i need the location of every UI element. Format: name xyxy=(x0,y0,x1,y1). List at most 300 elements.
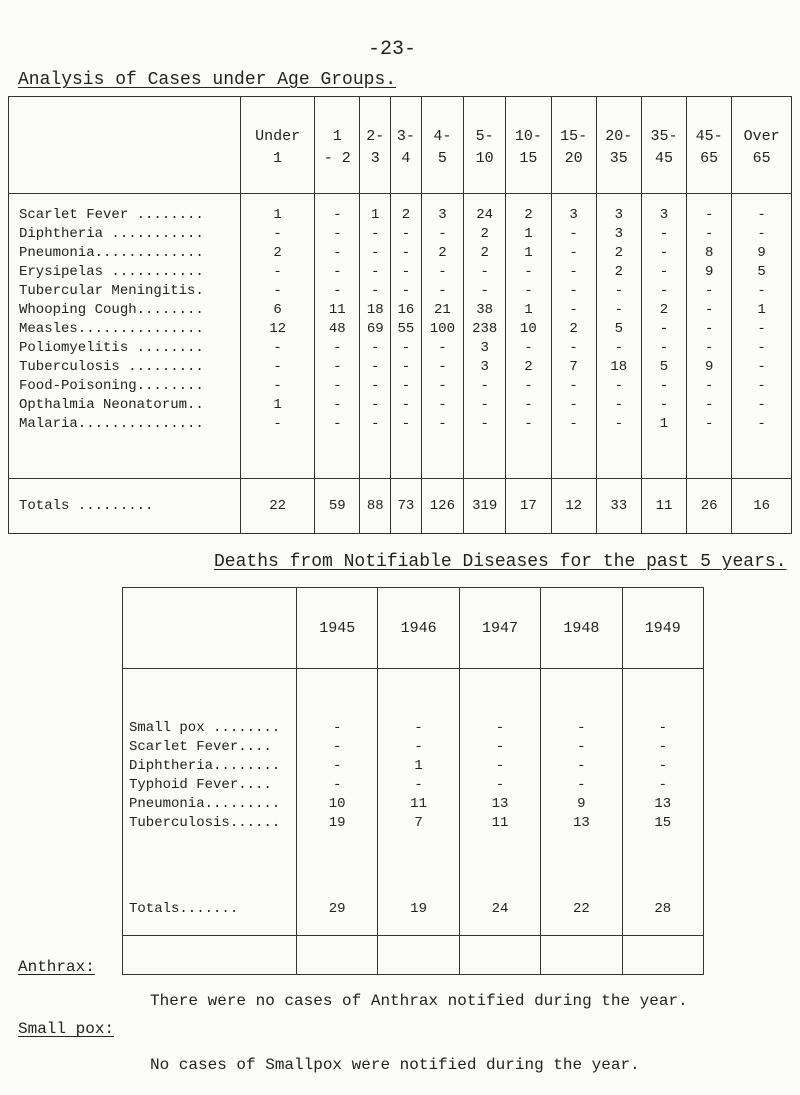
cell-value: - xyxy=(596,377,641,396)
cell-value: - xyxy=(421,396,463,415)
row-label: Tuberculosis...... xyxy=(123,814,297,833)
cell-value: 29 xyxy=(297,883,378,936)
cell-value: - xyxy=(241,282,315,301)
age-groups-header-row xyxy=(9,97,792,194)
age-header-line1 xyxy=(642,126,686,170)
age-column-header xyxy=(241,97,315,194)
cell-value: - xyxy=(464,282,506,301)
cell-value: - xyxy=(315,244,360,263)
empty-cell xyxy=(551,194,596,207)
cell-value: - xyxy=(421,415,463,434)
cell-value: - xyxy=(732,415,792,434)
cell-value: - xyxy=(551,263,596,282)
row-label: Whooping Cough........ xyxy=(9,301,241,320)
row-label: Tuberculosis ......... xyxy=(9,358,241,377)
disease-row xyxy=(9,377,792,396)
cell-value: 2 xyxy=(391,206,422,225)
year-column-header: 1949 xyxy=(622,588,703,669)
empty-cell xyxy=(459,936,540,975)
cell-value: 33 xyxy=(596,479,641,534)
age-header-line1 xyxy=(552,126,596,170)
cell-value: - xyxy=(551,396,596,415)
row-label: Measles............... xyxy=(9,320,241,339)
deaths-totals-row xyxy=(123,883,704,936)
year-column-header: 1946 xyxy=(378,588,459,669)
cell-value: - xyxy=(622,776,703,795)
cell-value: 24 xyxy=(464,206,506,225)
age-column-header xyxy=(391,97,422,194)
cell-value: - xyxy=(421,358,463,377)
anthrax-heading: Anthrax: xyxy=(18,958,95,976)
cell-value: - xyxy=(241,225,315,244)
cell-value: 73 xyxy=(391,479,422,534)
cell-value: 2 xyxy=(421,244,463,263)
cell-value: - xyxy=(391,244,422,263)
disease-row xyxy=(9,358,792,377)
cell-value: 12 xyxy=(551,479,596,534)
cell-value: - xyxy=(241,358,315,377)
cell-value: - xyxy=(506,282,551,301)
age-header-part: 2- xyxy=(366,128,385,145)
empty-cell xyxy=(241,194,315,207)
cell-value: - xyxy=(241,415,315,434)
deaths-row xyxy=(123,795,704,814)
cell-value: - xyxy=(641,339,686,358)
spacer-row xyxy=(9,434,792,479)
cell-value: - xyxy=(459,719,540,738)
totals-row xyxy=(9,479,792,534)
cell-value: - xyxy=(315,396,360,415)
age-header-part: - 2 xyxy=(323,150,351,167)
cell-value: - xyxy=(391,282,422,301)
cell-value: 26 xyxy=(687,479,732,534)
cell-value: 2 xyxy=(506,358,551,377)
cell-value: - xyxy=(464,377,506,396)
cell-value: 2 xyxy=(551,320,596,339)
age-header-line1 xyxy=(315,126,359,170)
cell-value: - xyxy=(596,396,641,415)
cell-value: - xyxy=(297,757,378,776)
cell-value: - xyxy=(506,415,551,434)
cell-value: - xyxy=(464,415,506,434)
age-header-part: Under xyxy=(255,128,301,145)
age-column-header xyxy=(464,97,506,194)
cell-value: - xyxy=(360,263,391,282)
empty-cell xyxy=(378,936,459,975)
row-label: Pneumonia......... xyxy=(123,795,297,814)
deaths-row xyxy=(123,757,704,776)
empty-cell xyxy=(378,833,459,883)
cell-value: 1 xyxy=(641,415,686,434)
age-header-part: 1 xyxy=(273,150,283,167)
row-label: Poliomyelitis ........ xyxy=(9,339,241,358)
cell-value: - xyxy=(732,339,792,358)
disease-row xyxy=(9,263,792,282)
deaths-heading: Deaths from Notifiable Diseases for the past 5 years. xyxy=(214,552,787,572)
cell-value: 1 xyxy=(506,301,551,320)
age-header-part: 65 xyxy=(700,150,719,167)
disease-row xyxy=(9,301,792,320)
disease-row xyxy=(9,206,792,225)
age-header-part: 3- xyxy=(396,128,415,145)
cell-value: - xyxy=(360,244,391,263)
cell-value: 3 xyxy=(464,358,506,377)
empty-cell xyxy=(421,194,463,207)
empty-cell xyxy=(241,434,315,479)
cell-value: 16 xyxy=(391,301,422,320)
year-column-header: 1945 xyxy=(297,588,378,669)
cell-value: - xyxy=(391,358,422,377)
cell-value: - xyxy=(687,206,732,225)
year-column-header: 1948 xyxy=(541,588,622,669)
age-header-part: 15 xyxy=(519,150,538,167)
empty-cell xyxy=(551,434,596,479)
cell-value: - xyxy=(391,396,422,415)
cell-value: 2 xyxy=(241,244,315,263)
disease-row xyxy=(9,339,792,358)
row-label: Typhoid Fever.... xyxy=(123,776,297,795)
cell-value: 16 xyxy=(732,479,792,534)
cell-value: 11 xyxy=(378,795,459,814)
cell-value: 1 xyxy=(732,301,792,320)
disease-row xyxy=(9,225,792,244)
age-header-part: 4 xyxy=(401,150,411,167)
header-blank xyxy=(123,588,297,669)
spacer-row xyxy=(123,833,704,883)
age-header-line1 xyxy=(241,126,314,170)
cell-value: - xyxy=(315,206,360,225)
cell-value: - xyxy=(421,225,463,244)
cell-value: 22 xyxy=(241,479,315,534)
cell-value: - xyxy=(360,396,391,415)
cell-value: - xyxy=(732,377,792,396)
empty-cell xyxy=(464,434,506,479)
cell-value: - xyxy=(297,776,378,795)
cell-value: 3 xyxy=(641,206,686,225)
cell-value: 24 xyxy=(459,883,540,936)
cell-value: 5 xyxy=(596,320,641,339)
age-header-part: 35 xyxy=(609,150,628,167)
cell-value: 88 xyxy=(360,479,391,534)
cell-value: - xyxy=(551,415,596,434)
cell-value: 17 xyxy=(506,479,551,534)
empty-cell xyxy=(391,434,422,479)
row-label: Scarlet Fever.... xyxy=(123,738,297,757)
cell-value: 7 xyxy=(551,358,596,377)
disease-row xyxy=(9,320,792,339)
cell-value: - xyxy=(732,358,792,377)
cell-value: - xyxy=(732,396,792,415)
cell-value: - xyxy=(378,776,459,795)
empty-cell xyxy=(9,194,241,207)
cell-value: - xyxy=(687,339,732,358)
cell-value: - xyxy=(297,738,378,757)
page-number: -23- xyxy=(368,38,417,61)
cell-value: 10 xyxy=(506,320,551,339)
empty-cell xyxy=(297,669,378,720)
deaths-header-row xyxy=(123,588,704,669)
empty-cell xyxy=(360,434,391,479)
cell-value: 22 xyxy=(541,883,622,936)
deaths-row xyxy=(123,776,704,795)
cell-value: - xyxy=(687,320,732,339)
cell-value: 48 xyxy=(315,320,360,339)
age-column-header xyxy=(551,97,596,194)
cell-value: - xyxy=(360,339,391,358)
cell-value: 11 xyxy=(315,301,360,320)
cell-value: 100 xyxy=(421,320,463,339)
empty-cell xyxy=(622,833,703,883)
row-label: Tubercular Meningitis. xyxy=(9,282,241,301)
age-header-part: 45 xyxy=(654,150,673,167)
cell-value: 2 xyxy=(506,206,551,225)
disease-row xyxy=(9,396,792,415)
cell-value: 3 xyxy=(464,339,506,358)
cell-value: 11 xyxy=(641,479,686,534)
cell-value: 13 xyxy=(541,814,622,833)
cell-value: 5 xyxy=(641,358,686,377)
empty-cell xyxy=(596,194,641,207)
cell-value: - xyxy=(391,263,422,282)
cell-value: - xyxy=(378,719,459,738)
cell-value: 5 xyxy=(732,263,792,282)
age-header-part: 65 xyxy=(752,150,771,167)
cell-value: - xyxy=(551,377,596,396)
cell-value: - xyxy=(315,415,360,434)
cell-value: - xyxy=(732,282,792,301)
cell-value: - xyxy=(391,415,422,434)
cell-value: 2 xyxy=(596,244,641,263)
cell-value: 319 xyxy=(464,479,506,534)
empty-cell xyxy=(9,434,241,479)
cell-value: - xyxy=(641,377,686,396)
empty-cell xyxy=(459,833,540,883)
deaths-row xyxy=(123,738,704,757)
empty-cell xyxy=(596,434,641,479)
empty-cell xyxy=(541,669,622,720)
row-label: Scarlet Fever ........ xyxy=(9,206,241,225)
cell-value: 59 xyxy=(315,479,360,534)
row-label: Food-Poisoning........ xyxy=(9,377,241,396)
cell-value: - xyxy=(641,396,686,415)
age-header-part: 4- xyxy=(433,128,452,145)
row-label: Small pox ........ xyxy=(123,719,297,738)
cell-value: 3 xyxy=(551,206,596,225)
cell-value: - xyxy=(378,738,459,757)
cell-value: 19 xyxy=(297,814,378,833)
cell-value: 10 xyxy=(297,795,378,814)
empty-cell xyxy=(506,194,551,207)
disease-row xyxy=(9,282,792,301)
cell-value: - xyxy=(464,263,506,282)
cell-value: 13 xyxy=(622,795,703,814)
age-groups-table xyxy=(8,96,792,534)
disease-row xyxy=(9,244,792,263)
cell-value: - xyxy=(551,282,596,301)
row-label: Diphtheria........ xyxy=(123,757,297,776)
cell-value: 1 xyxy=(241,206,315,225)
cell-value: 1 xyxy=(506,244,551,263)
cell-value: - xyxy=(459,776,540,795)
age-header-line1 xyxy=(391,126,421,170)
cell-value: 9 xyxy=(687,263,732,282)
empty-cell xyxy=(622,936,703,975)
cell-value: - xyxy=(641,320,686,339)
cell-value: - xyxy=(391,377,422,396)
cell-value: - xyxy=(315,358,360,377)
cell-value: 9 xyxy=(732,244,792,263)
age-header-line1 xyxy=(360,126,390,170)
age-column-header xyxy=(506,97,551,194)
cell-value: - xyxy=(421,263,463,282)
row-label: Diphtheria ........... xyxy=(9,225,241,244)
spacer-row xyxy=(123,936,704,975)
age-column-header xyxy=(596,97,641,194)
cell-value: 18 xyxy=(360,301,391,320)
cell-value: - xyxy=(464,396,506,415)
cell-value: - xyxy=(360,282,391,301)
cell-value: - xyxy=(360,415,391,434)
age-header-part: 15- xyxy=(560,128,588,145)
age-header-part: 10 xyxy=(475,150,494,167)
cell-value: 1 xyxy=(506,225,551,244)
empty-cell xyxy=(123,833,297,883)
empty-cell xyxy=(641,194,686,207)
cell-value: 18 xyxy=(596,358,641,377)
deaths-row xyxy=(123,719,704,738)
cell-value: 2 xyxy=(464,244,506,263)
cell-value: - xyxy=(391,339,422,358)
cell-value: - xyxy=(596,339,641,358)
age-column-header xyxy=(360,97,391,194)
empty-cell xyxy=(541,833,622,883)
age-header-part: Over xyxy=(743,128,780,145)
cell-value: 1 xyxy=(241,396,315,415)
cell-value: 3 xyxy=(596,225,641,244)
spacer-row xyxy=(9,194,792,207)
cell-value: - xyxy=(315,282,360,301)
age-header-line1 xyxy=(422,126,463,170)
cell-value: 55 xyxy=(391,320,422,339)
cell-value: 126 xyxy=(421,479,463,534)
empty-cell xyxy=(315,434,360,479)
cell-value: - xyxy=(541,757,622,776)
empty-cell xyxy=(464,194,506,207)
empty-cell xyxy=(421,434,463,479)
cell-value: - xyxy=(315,377,360,396)
cell-value: 238 xyxy=(464,320,506,339)
cell-value: 19 xyxy=(378,883,459,936)
cell-value: 12 xyxy=(241,320,315,339)
age-header-part: 20- xyxy=(605,128,633,145)
empty-cell xyxy=(541,936,622,975)
cell-value: - xyxy=(459,738,540,757)
cell-value: - xyxy=(732,320,792,339)
header-blank xyxy=(9,97,241,194)
smallpox-heading: Small pox: xyxy=(18,1020,115,1038)
spacer-row xyxy=(123,669,704,720)
cell-value: - xyxy=(421,339,463,358)
empty-cell xyxy=(123,669,297,720)
empty-cell xyxy=(687,434,732,479)
cell-value: 1 xyxy=(378,757,459,776)
row-label: Erysipelas ........... xyxy=(9,263,241,282)
cell-value: - xyxy=(641,263,686,282)
cell-value: - xyxy=(297,719,378,738)
cell-value: - xyxy=(421,282,463,301)
cell-value: - xyxy=(506,396,551,415)
empty-cell xyxy=(315,194,360,207)
empty-cell xyxy=(378,669,459,720)
age-groups-heading: Analysis of Cases under Age Groups. xyxy=(18,70,397,90)
age-header-line1 xyxy=(464,126,505,170)
empty-cell xyxy=(732,194,792,207)
cell-value: - xyxy=(241,377,315,396)
age-header-part: 10- xyxy=(514,128,542,145)
year-column-header: 1947 xyxy=(459,588,540,669)
cell-value: - xyxy=(551,339,596,358)
row-label: Totals....... xyxy=(123,883,297,936)
age-header-part: 3 xyxy=(370,150,380,167)
empty-cell xyxy=(297,936,378,975)
cell-value: - xyxy=(360,358,391,377)
cell-value: 8 xyxy=(687,244,732,263)
cell-value: - xyxy=(541,776,622,795)
cell-value: - xyxy=(641,244,686,263)
empty-cell xyxy=(123,936,297,975)
empty-cell xyxy=(506,434,551,479)
cell-value: - xyxy=(641,282,686,301)
cell-value: - xyxy=(596,301,641,320)
age-header-part: 1 xyxy=(332,128,342,145)
anthrax-text: There were no cases of Anthrax notified during the year. xyxy=(150,992,688,1010)
cell-value: - xyxy=(506,263,551,282)
row-label: Totals ......... xyxy=(9,479,241,534)
cell-value: - xyxy=(541,738,622,757)
cell-value: - xyxy=(360,225,391,244)
cell-value: 6 xyxy=(241,301,315,320)
disease-row xyxy=(9,415,792,434)
age-column-header xyxy=(421,97,463,194)
cell-value: - xyxy=(732,225,792,244)
cell-value: - xyxy=(687,282,732,301)
age-column-header xyxy=(732,97,792,194)
cell-value: 38 xyxy=(464,301,506,320)
cell-value: - xyxy=(315,339,360,358)
cell-value: 15 xyxy=(622,814,703,833)
age-header-line1 xyxy=(732,126,791,170)
cell-value: - xyxy=(732,206,792,225)
cell-value: - xyxy=(506,339,551,358)
row-label: Malaria............... xyxy=(9,415,241,434)
cell-value: - xyxy=(315,263,360,282)
age-header-part: 20 xyxy=(564,150,583,167)
cell-value: - xyxy=(551,244,596,263)
cell-value: - xyxy=(596,282,641,301)
cell-value: - xyxy=(551,225,596,244)
empty-cell xyxy=(459,669,540,720)
cell-value: - xyxy=(541,719,622,738)
cell-value: - xyxy=(391,225,422,244)
cell-value: 21 xyxy=(421,301,463,320)
cell-value: - xyxy=(687,415,732,434)
cell-value: - xyxy=(315,225,360,244)
cell-value: - xyxy=(459,757,540,776)
cell-value: 7 xyxy=(378,814,459,833)
row-label: Pneumonia............. xyxy=(9,244,241,263)
empty-cell xyxy=(622,669,703,720)
age-header-line1 xyxy=(597,126,641,170)
